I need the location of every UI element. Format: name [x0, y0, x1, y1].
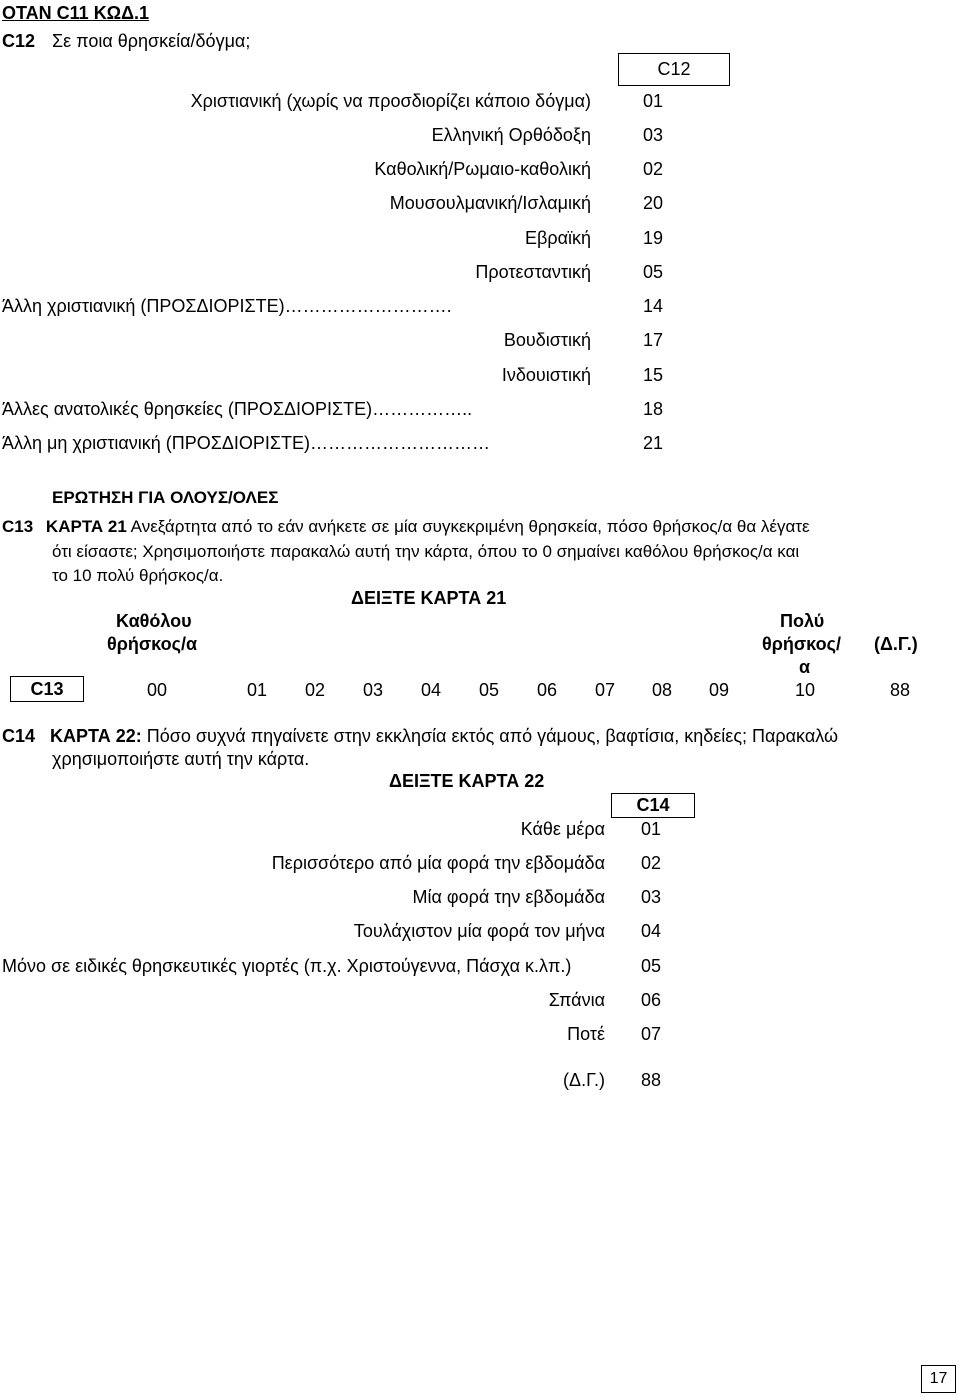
c14-option-code[interactable]: 06 — [641, 990, 662, 1010]
c12-option-label: Χριστιανική (χωρίς να προσδιορίζει κάποιο δόγμα) — [190, 91, 591, 111]
c12-option-code[interactable]: 20 — [643, 193, 664, 213]
c12-code-box — [618, 53, 730, 86]
c14-option-code[interactable]: 88 — [641, 1070, 662, 1090]
c14-option-label: Σπάνια — [548, 990, 605, 1010]
c12-option-code[interactable]: 21 — [643, 433, 664, 453]
c14-code-box-label: C14 — [636, 795, 670, 815]
c13-scale-code[interactable]: 10 — [795, 680, 816, 700]
c12-option-label: Άλλη χριστιανική (ΠΡΟΣΔΙΟΡΙΣΤΕ)………………………. — [2, 296, 452, 316]
c12-option-label: Εβραϊκή — [524, 228, 591, 248]
c13-card-ref: ΚΑΡΤΑ 21 — [45, 517, 127, 536]
routing-header: ΟΤΑΝ C11 ΚΩΔ.1 — [2, 3, 150, 23]
c13-scale-code[interactable]: 08 — [652, 680, 673, 700]
c14-option-code[interactable]: 04 — [641, 921, 662, 941]
c12-option-label: Ινδουιστική — [501, 365, 591, 385]
page-number: 17 — [929, 1370, 948, 1387]
c13-right-anchor: Πολύ — [780, 611, 825, 631]
c14-question-line1 — [2, 725, 838, 747]
c13-code-box — [10, 676, 84, 702]
c12-option-label: Βουδιστική — [503, 330, 591, 350]
c12-option-code[interactable]: 14 — [643, 296, 664, 316]
c13-question-line3: το 10 πολύ θρήσκος/α. — [52, 566, 224, 585]
c12-question: Σε ποια θρησκεία/δόγμα; — [52, 31, 251, 51]
c13-right-anchor: α — [799, 657, 811, 677]
c12-option-code[interactable]: 01 — [643, 91, 664, 111]
c12-option-label: Άλλες ανατολικές θρησκείες (ΠΡΟΣΔΙΟΡΙΣΤΕ)…………….. — [2, 399, 473, 419]
c14-option-code[interactable]: 02 — [641, 853, 662, 873]
c14-card-ref: ΚΑΡΤΑ 22: — [50, 726, 142, 746]
c12-option-code[interactable]: 15 — [643, 365, 664, 385]
c13-number: C13 — [2, 517, 34, 536]
c14-option-code[interactable]: 01 — [641, 819, 662, 839]
c12-option-label: Ελληνική Ορθόδοξη — [431, 125, 591, 145]
c12-number: C12 — [2, 31, 36, 51]
c14-number: C14 — [2, 726, 36, 746]
c13-scale-code[interactable]: 02 — [305, 680, 326, 700]
c14-option-label: Κάθε μέρα — [520, 819, 605, 839]
c13-scale-code[interactable]: 88 — [890, 680, 911, 700]
c12-option-label: Προτεσταντική — [475, 262, 591, 282]
c13-filter-note: ΕΡΩΤΗΣΗ ΓΙΑ ΟΛΟΥΣ/ΟΛΕΣ — [52, 488, 279, 507]
c14-show-card: ΔΕΙΞΤΕ ΚΑΡΤΑ 22 — [389, 771, 545, 791]
c14-option-label: Μόνο σε ειδικές θρησκευτικές γιορτές (π.χ. Χριστούγεννα, Πάσχα κ.λπ.) — [2, 956, 572, 976]
c13-left-anchor: θρήσκος/α — [107, 634, 198, 654]
c13-question-line2: ότι είσαστε; Χρησιμοποιήστε παρακαλώ αυτή την κάρτα, όπου το 0 σημαίνει καθόλου θρήσκος/α και — [52, 542, 800, 561]
c12-option-code[interactable]: 19 — [643, 228, 664, 248]
c13-dk-label: (Δ.Γ.) — [874, 634, 918, 654]
c14-option-label: Ποτέ — [567, 1024, 605, 1044]
page-number-box — [921, 1365, 956, 1393]
c12-option-label: Καθολική/Ρωμαιο-καθολική — [374, 159, 591, 179]
c14-option-label: Τουλάχιστον μία φορά τον μήνα — [353, 921, 605, 941]
c12-option-label: Μουσουλμανική/Ισλαμική — [389, 193, 591, 213]
c14-code-box — [611, 793, 695, 818]
c13-scale-code[interactable]: 09 — [709, 680, 730, 700]
c13-question-line1 — [2, 516, 810, 538]
c13-scale-code[interactable]: 03 — [363, 680, 384, 700]
c14-option-code[interactable]: 07 — [641, 1024, 662, 1044]
c14-option-label: (Δ.Γ.) — [563, 1070, 605, 1090]
c12-option-code[interactable]: 03 — [643, 125, 664, 145]
c14-question-line2: χρησιμοποιήστε αυτή την κάρτα. — [52, 749, 310, 769]
c13-code-box-label: C13 — [30, 679, 64, 699]
c13-right-anchor: θρήσκος/ — [762, 634, 841, 654]
c14-option-code[interactable]: 05 — [641, 956, 662, 976]
c14-option-code[interactable]: 03 — [641, 887, 662, 907]
c12-option-code[interactable]: 17 — [643, 330, 664, 350]
c13-question-text: Ανεξάρτητα από το εάν ανήκετε σε μία συγκεκριμένη θρησκεία, πόσο θρήσκος/α θα λέγατε — [130, 517, 810, 536]
c12-option-code[interactable]: 05 — [643, 262, 664, 282]
c14-option-label: Περισσότερο από μία φορά την εβδομάδα — [271, 853, 605, 873]
c13-scale-code[interactable]: 05 — [479, 680, 500, 700]
c13-scale-code[interactable]: 00 — [147, 680, 168, 700]
c13-scale-code[interactable]: 01 — [247, 680, 268, 700]
c14-question-text: Πόσο συχνά πηγαίνετε στην εκκλησία εκτός από γάμους, βαφτίσια, κηδείες; Παρακαλώ — [146, 726, 839, 746]
c12-option-code[interactable]: 18 — [643, 399, 664, 419]
c13-left-anchor: Καθόλου — [116, 611, 192, 631]
c13-scale-code[interactable]: 07 — [595, 680, 616, 700]
c12-option-label: Άλλη μη χριστιανική (ΠΡΟΣΔΙΟΡΙΣΤΕ)………………………… — [2, 433, 491, 453]
c13-scale-code[interactable]: 06 — [537, 680, 558, 700]
c12-option-code[interactable]: 02 — [643, 159, 664, 179]
c13-scale-code[interactable]: 04 — [421, 680, 442, 700]
c14-option-label: Μία φορά την εβδομάδα — [412, 887, 605, 907]
c12-code-box-label: C12 — [657, 59, 691, 79]
c13-show-card: ΔΕΙΞΤΕ ΚΑΡΤΑ 21 — [351, 588, 507, 608]
